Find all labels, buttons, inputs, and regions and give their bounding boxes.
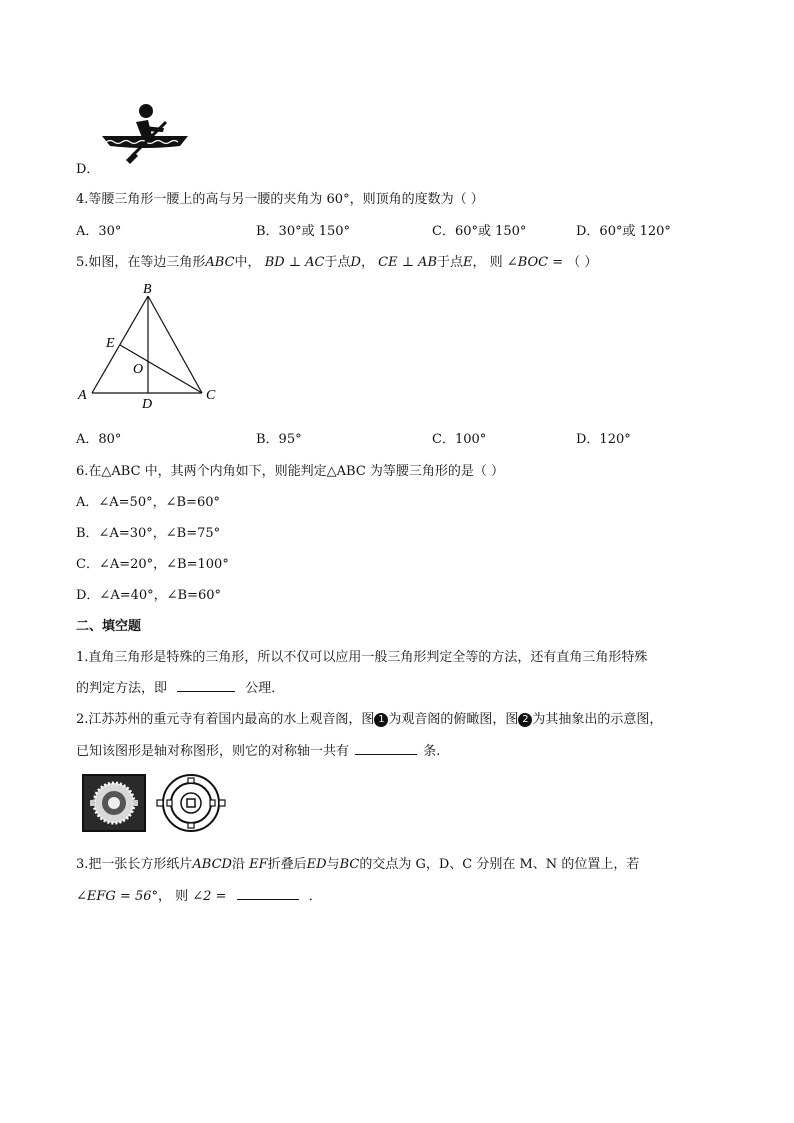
rowing-boat-image	[100, 100, 190, 170]
f3-line2: ∠EFG = 56°， 则 ∠2 = ．	[76, 889, 322, 904]
q5-option-d: D．120°	[576, 432, 631, 447]
f3-answer-blank[interactable]	[237, 887, 299, 900]
f3-line1: 3.把一张长方形纸片ABCD沿 EF折叠后ED与BC的交点为 G，D、C 分别在 M、N 的位置上，若	[76, 857, 640, 872]
q6-option-c: C．∠A=20°，∠B=100°	[76, 557, 229, 572]
q4-option-d: D．60°或 120°	[576, 224, 671, 239]
q4-option-c: C．60°或 150°	[432, 224, 527, 239]
q6-option-d: D．∠A=40°，∠B=60°	[76, 588, 222, 603]
f1-line2: 的判定方法，即 公理．	[76, 681, 285, 696]
f2-line2: 已知该图形是轴对称图形，则它的对称轴一共有 条.	[76, 744, 441, 759]
q4-option-a: A．30°	[76, 224, 122, 239]
rower-head	[139, 104, 153, 118]
q5-stem: 5.如图，在等边三角形ABC中， BD ⊥ AC于点D， CE ⊥ AB于点E， 则 ∠BOC = （ ）	[76, 255, 598, 270]
section-title-fill-in: 二、填空题	[76, 619, 142, 634]
side-bc	[148, 296, 202, 393]
label-b: B	[143, 282, 152, 297]
triangle-figure	[74, 280, 224, 410]
pavilion-diagram-image	[156, 772, 226, 834]
q4-stem: 4.等腰三角形一腰上的高与另一腰的夹角为 60°，则顶角的度数为（ ）	[76, 192, 484, 207]
f1-line1: 1.直角三角形是特殊的三角形，所以不仅可以应用一般三角形判定全等的方法，还有直角三角形特殊	[76, 650, 648, 665]
q6-option-b: B．∠A=30°，∠B=75°	[76, 526, 221, 541]
q4-option-b: B．30°或 150°	[256, 224, 351, 239]
f2-answer-blank[interactable]	[355, 742, 417, 755]
label-d: D	[142, 397, 153, 410]
f1-answer-blank[interactable]	[177, 679, 235, 692]
pavilion-photo-image	[82, 774, 146, 832]
label-c: C	[206, 388, 216, 403]
f2-line1: 2.江苏苏州的重元寺有着国内最高的水上观音阁，图 1 为观音阁的俯瞰图，图 2 为其抽象出的示意图，	[76, 712, 663, 727]
label-a: A	[78, 388, 87, 403]
label-e: E	[106, 336, 115, 351]
q6-option-a: A．∠A=50°，∠B=60°	[76, 495, 220, 510]
q5-option-b: B．95°	[256, 432, 302, 447]
circle-number-2: 2	[518, 713, 532, 727]
q5-option-c: C．100°	[432, 432, 487, 447]
label-o: O	[133, 362, 144, 377]
option-d-label: D．	[76, 162, 100, 177]
q5-option-a: A．80°	[76, 432, 122, 447]
q6-stem: 6.在△ABC 中，其两个内角如下，则能判定△ABC 为等腰三角形的是（ ）	[76, 464, 505, 479]
side-ab	[92, 296, 148, 393]
circle-number-1: 1	[374, 713, 388, 727]
